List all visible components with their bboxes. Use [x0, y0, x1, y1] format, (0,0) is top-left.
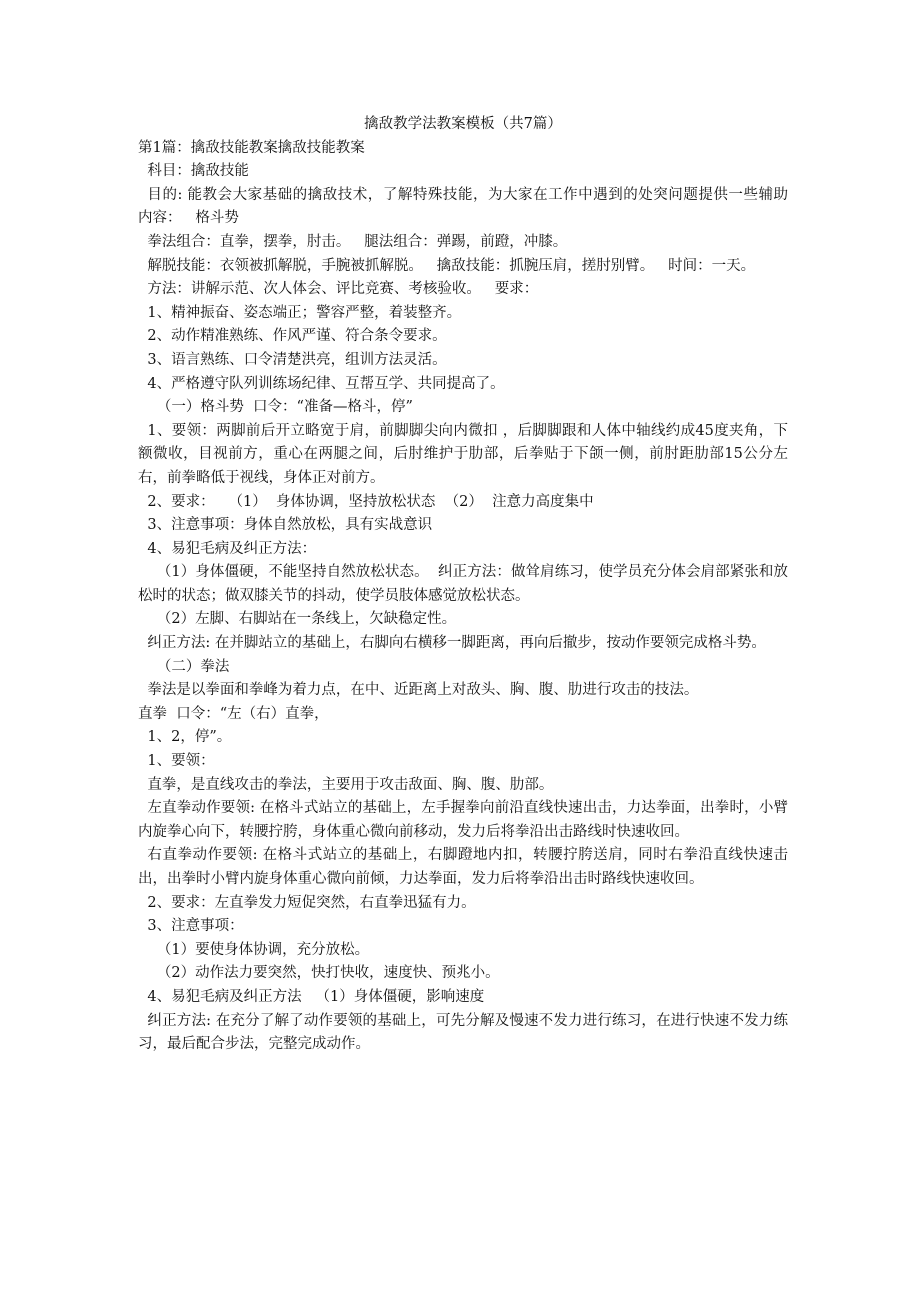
skills-time-paragraph: 解脱技能：衣领被抓解脱，手腕被抓解脱。 擒敌技能：抓腕压肩，搓肘别臂。 时间：一天。 [147, 257, 756, 274]
section-heading: 第1篇：擒敌技能教案擒敌技能教案 [138, 139, 365, 156]
body-paragraph: 纠正方法: 在并脚站立的基础上，右脚向右横移一脚距离，再向后撤步，按动作要领完成格斗势。 [147, 635, 766, 652]
purpose-paragraph: 目的: 能教会大家基础的擒敌技术，了解特殊技能，为大家在工作中遇到的处突问题提供一些辅助 内容： 格斗势 [138, 186, 798, 227]
body-paragraph: 4、易犯毛病及纠正方法： [147, 540, 317, 557]
document-page [138, 113, 798, 1057]
body-paragraph: 2、要求：左直拳发力短促突然，右直拳迅猛有力。 [147, 894, 476, 911]
subsection-heading: （二）拳法 [156, 658, 230, 675]
body-paragraph: 1、2，停”。 [147, 729, 232, 746]
body-paragraph: 纠正方法: 在充分了解了动作要领的基础上，可先分解及慢速不发力进行练习，在进行快速不发力练习，最后配合步法，完整完成动作。 [138, 1012, 788, 1053]
subsection-heading: （一）格斗势 口令：“准备—格斗，停” [156, 399, 413, 416]
body-paragraph: （2）左脚、右脚站在一条线上，欠缺稳定性。 [156, 611, 457, 628]
body-paragraph: （1）要使身体协调，充分放松。 [156, 941, 370, 958]
body-paragraph: 1、要领： [147, 753, 215, 770]
requirement-item: 1、精神振奋、姿态端正；警容严整，着装整齐。 [147, 304, 462, 321]
method-line: 方法：讲解示范、次人体会、评比竞赛、考核验收。 要求： [147, 281, 539, 298]
requirement-item: 2、动作精准熟练、作风严谨、符合条令要求。 [147, 328, 447, 345]
subject-line: 科目：擒敌技能 [147, 163, 249, 180]
body-paragraph: 直拳，是直线攻击的拳法，主要用于攻击敌面、胸、腹、肋部。 [147, 776, 554, 793]
body-paragraph: 右直拳动作要领: 在格斗式站立的基础上，右脚蹬地内扣，转腰拧胯送肩，同时右拳沿直线快速击出，出拳时小臂内旋身体重心微向前倾，力达拳面，发力后将拳沿出击时路线快速收回。 [138, 847, 788, 887]
body-paragraph: （1）身体僵硬，不能坚持自然放松状态。 纠正方法：做耸肩练习，使学员充分体会肩部紧张和放松时的状态；做双膝关节的抖动，使学员肢体感觉放松状态。 [138, 564, 788, 604]
combo-line: 拳法组合：直拳，摆拳，肘击。 腿法组合：弹踢，前蹬，冲膝。 [147, 233, 568, 250]
body-paragraph: 1、要领：两脚前后开立略宽于肩，前脚脚尖向内微扣 ，后脚脚跟和人体中轴线约成45度夹角，下额微收，目视前方，重心在两腿之间，后肘维护于肋部，后拳贴于下颌一侧，前肘距肋部15公分左右，前拳略低于视线，身体正对前方。 [138, 422, 788, 486]
body-paragraph: （2）动作法力要突然，快打快收，速度快、预兆小。 [156, 965, 500, 982]
document-title: 擒敌教学法教案模板（共7篇） [364, 116, 562, 132]
body-paragraph: 2、要求： （1） 身体协调，坚持放松状态 （2） 注意力高度集中 [147, 493, 594, 510]
body-paragraph: 4、易犯毛病及纠正方法 （1）身体僵硬，影响速度 [147, 988, 485, 1005]
body-paragraph: 3、注意事项：身体自然放松，具有实战意识 [147, 517, 433, 534]
requirement-item: 4、严格遵守队列训练场纪律、互帮互学、共同提高了。 [147, 375, 505, 392]
requirement-item: 3、语言熟练、口令清楚洪亮，组训方法灵活。 [147, 351, 447, 368]
body-paragraph: 拳法是以拳面和拳峰为着力点，在中、近距离上对敌头、胸、腹、肋进行攻击的技法。 [147, 682, 699, 699]
body-paragraph: 3、注意事项： [147, 918, 244, 935]
body-paragraph: 左直拳动作要领: 在格斗式站立的基础上，左手握拳向前沿直线快速出击，力达拳面，出拳时，小臂内旋拳心向下，转腰拧胯，身体重心微向前移动，发力后将拳沿出击路线时快速收回。 [138, 800, 788, 840]
body-paragraph: 直拳 口令：“左（右）直拳， [138, 705, 329, 722]
